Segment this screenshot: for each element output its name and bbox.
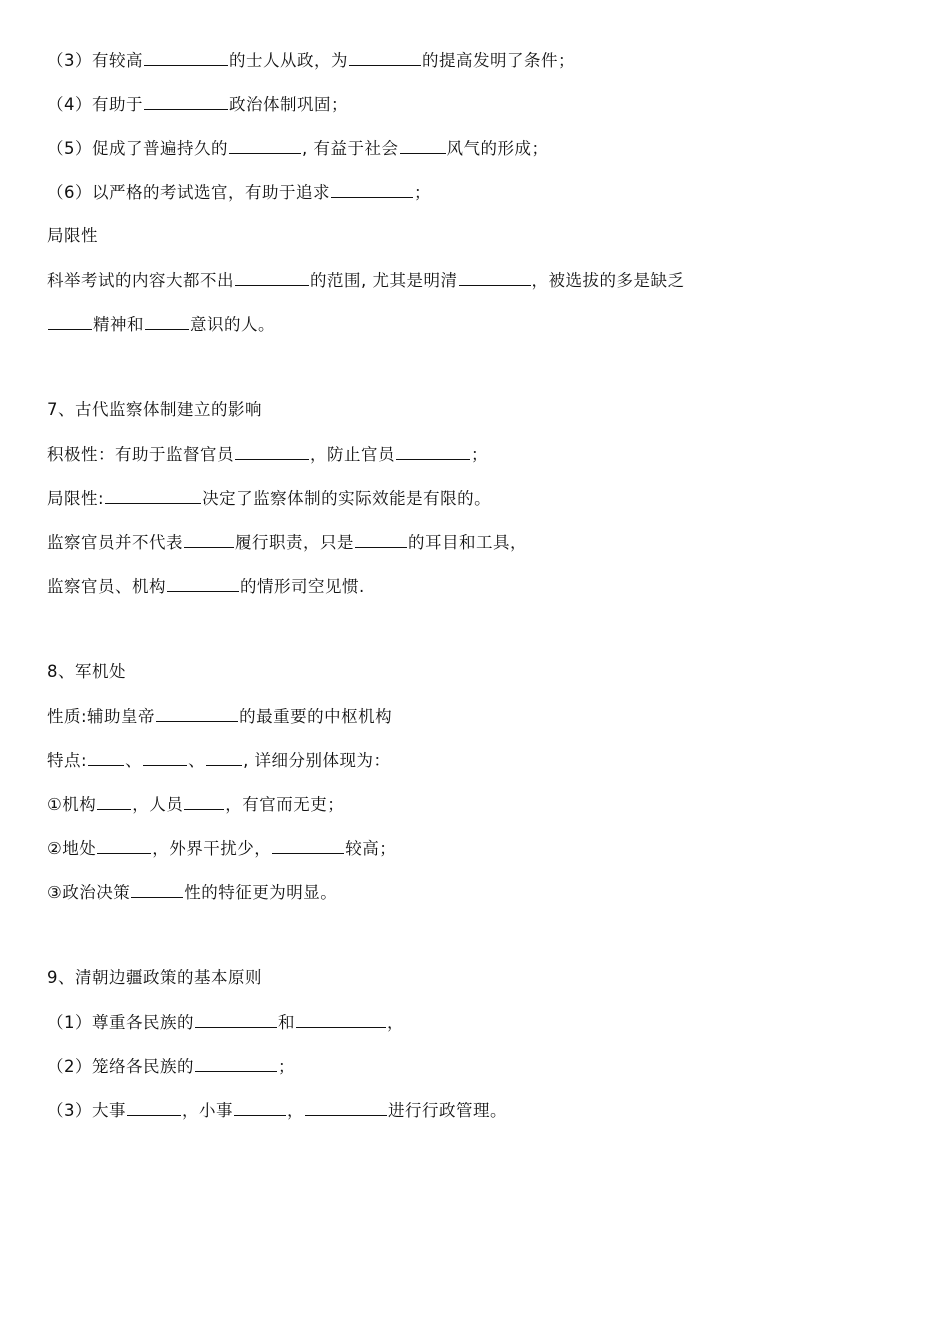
fill-in-blank[interactable]: [235, 270, 309, 286]
line-text: （6）以严格的考试选官，有助于追求: [47, 183, 330, 202]
line-text: 性质:辅助皇帝: [47, 707, 156, 726]
text-line: [47, 488, 491, 509]
text-line: [47, 838, 396, 859]
text-line: [47, 50, 575, 71]
line-text: （4）有助于: [47, 95, 143, 114]
line-text: ，被选拔的多是缺乏: [531, 271, 685, 290]
fill-in-blank[interactable]: [235, 444, 309, 460]
line-text: ，: [387, 1013, 404, 1032]
line-text: ；: [278, 1057, 295, 1076]
text-line: [47, 182, 431, 203]
fill-in-blank[interactable]: [156, 706, 238, 722]
fill-in-blank[interactable]: [349, 50, 421, 66]
text-line: [47, 968, 262, 988]
fill-in-blank[interactable]: [229, 138, 301, 154]
line-text: ，人员: [132, 795, 184, 814]
fill-in-blank[interactable]: [331, 182, 413, 198]
text-line: [47, 400, 262, 420]
fill-in-blank[interactable]: [105, 488, 201, 504]
fill-in-blank[interactable]: [206, 750, 242, 766]
fill-in-blank[interactable]: [400, 138, 446, 154]
text-line: [47, 576, 365, 597]
line-text: 8、军机处: [47, 662, 126, 681]
line-text: （1）尊重各民族的: [47, 1013, 194, 1032]
line-text: 决定了监察体制的实际效能是有限的。: [202, 489, 492, 508]
text-line: [47, 444, 488, 465]
line-text: ；: [414, 183, 431, 202]
line-text: 监察官员并不代表: [47, 533, 183, 552]
line-text: 进行行政管理。: [388, 1101, 507, 1120]
line-text: ②地处: [47, 839, 97, 858]
line-text: 特点:: [47, 751, 88, 770]
line-text: 局限性:: [47, 489, 105, 508]
line-text: ，: [287, 1101, 304, 1120]
line-text: 的耳目和工具，: [408, 533, 527, 552]
line-text: ，小事: [182, 1101, 233, 1120]
line-text: , 有益于社会: [302, 139, 399, 158]
text-line: [47, 94, 348, 115]
line-text: ③政治决策: [47, 883, 131, 902]
line-text: , 详细分别体现为：: [243, 751, 391, 770]
line-text: 9、清朝边疆政策的基本原则: [47, 968, 262, 987]
fill-in-blank[interactable]: [97, 838, 151, 854]
fill-in-blank[interactable]: [145, 314, 189, 330]
line-text: 、: [125, 751, 143, 770]
fill-in-blank[interactable]: [184, 794, 224, 810]
line-text: ，防止官员: [310, 445, 395, 464]
line-text: 较高；: [345, 839, 397, 858]
line-text: ，外界干扰少，: [152, 839, 272, 858]
line-text: 、: [188, 751, 206, 770]
line-text: （3）有较高: [47, 51, 143, 70]
fill-in-blank[interactable]: [88, 750, 124, 766]
line-text: 监察官员、机构: [47, 577, 166, 596]
line-text: 风气的形成；: [446, 139, 549, 158]
line-text: 和: [278, 1013, 295, 1032]
text-line: [47, 882, 337, 903]
text-line: [47, 138, 549, 159]
text-line: [47, 1056, 295, 1077]
fill-in-blank[interactable]: [296, 1012, 386, 1028]
text-line: [47, 750, 391, 771]
fill-in-blank[interactable]: [459, 270, 531, 286]
line-text: 履行职责，只是: [235, 533, 354, 552]
line-text: （5）促成了普遍持久的: [47, 139, 228, 158]
fill-in-blank[interactable]: [234, 1100, 286, 1116]
fill-in-blank[interactable]: [167, 576, 239, 592]
fill-in-blank[interactable]: [355, 532, 407, 548]
text-line: [47, 706, 392, 727]
fill-in-blank[interactable]: [305, 1100, 387, 1116]
text-line: [47, 662, 126, 682]
fill-in-blank[interactable]: [195, 1056, 277, 1072]
fill-in-blank[interactable]: [396, 444, 470, 460]
line-text: ，有官而无吏；: [225, 795, 345, 814]
line-text: （3）大事: [47, 1101, 126, 1120]
text-line: [47, 794, 344, 815]
line-text: 政治体制巩固；: [229, 95, 348, 114]
fill-in-blank[interactable]: [97, 794, 131, 810]
text-line: [47, 270, 685, 291]
text-line: [47, 1012, 404, 1033]
fill-in-blank[interactable]: [144, 50, 228, 66]
line-text: 积极性：有助于监督官员: [47, 445, 234, 464]
line-text: 科举考试的内容大都不出: [47, 271, 234, 290]
text-line: [47, 1100, 507, 1121]
line-text: 性的特征更为明显。: [184, 883, 338, 902]
line-text: 局限性: [47, 226, 98, 245]
line-text: （2）笼络各民族的: [47, 1057, 194, 1076]
fill-in-blank[interactable]: [131, 882, 183, 898]
fill-in-blank[interactable]: [48, 314, 92, 330]
fill-in-blank[interactable]: [127, 1100, 181, 1116]
line-text: 意识的人。: [190, 315, 275, 334]
line-text: 精神和: [93, 315, 144, 334]
line-text: 的士人从政，为: [229, 51, 348, 70]
text-line: [47, 314, 275, 335]
fill-in-blank[interactable]: [195, 1012, 277, 1028]
text-line: [47, 532, 527, 553]
fill-in-blank[interactable]: [143, 750, 187, 766]
fill-in-blank[interactable]: [144, 94, 228, 110]
line-text: 7、古代监察体制建立的影响: [47, 400, 262, 419]
fill-in-blank[interactable]: [184, 532, 234, 548]
fill-in-blank[interactable]: [272, 838, 344, 854]
line-text: ；: [471, 445, 488, 464]
text-line: [47, 226, 98, 246]
line-text: ①机构: [47, 795, 97, 814]
line-text: 的提高发明了条件；: [422, 51, 575, 70]
line-text: 的最重要的中枢机构: [239, 707, 393, 726]
line-text: 的范围, 尤其是明清: [310, 271, 458, 290]
line-text: 的情形司空见惯.: [240, 577, 365, 596]
